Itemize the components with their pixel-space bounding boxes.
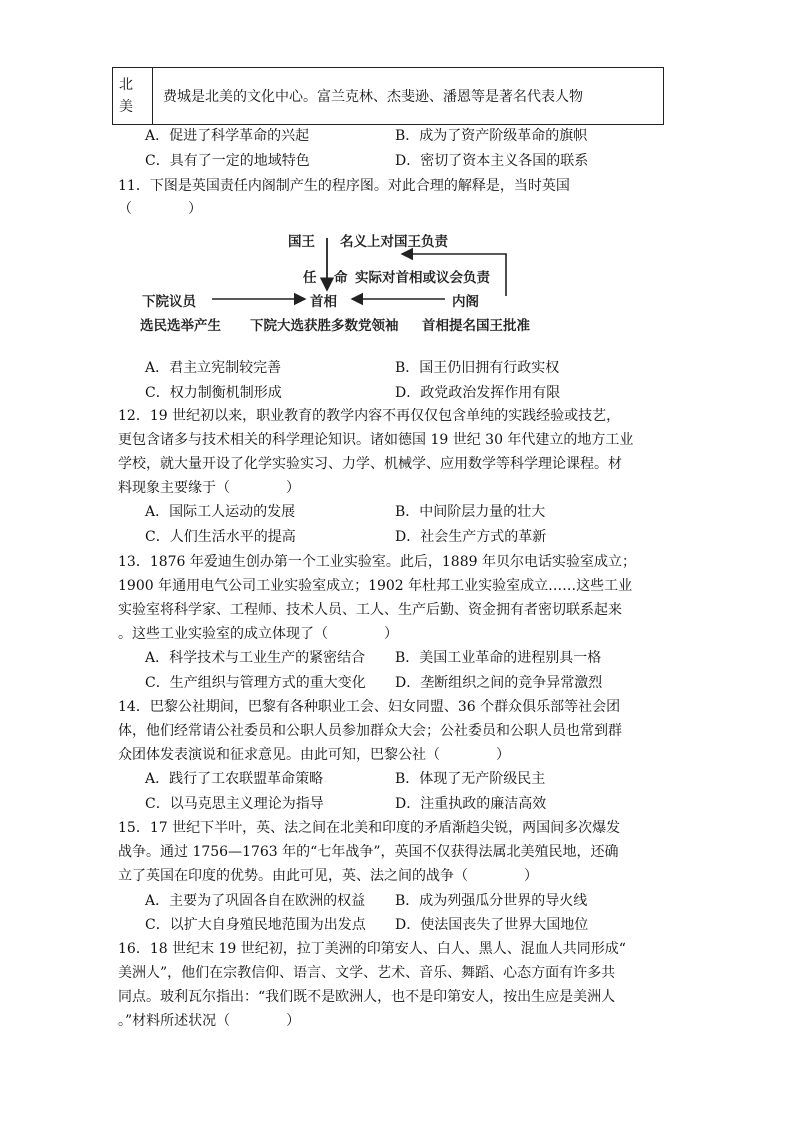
node-lower-house: 下院议员: [142, 294, 196, 310]
label-nominal: 名义上对国王负责: [340, 234, 448, 250]
q10-option-c: C．具有了一定的地域特色: [145, 153, 310, 169]
q14-line-3: 众团体发表演说和征求意见。由此可知，巴黎公社（ ）: [118, 747, 510, 763]
q10-option-b: B．成为了资产阶级革命的旗帜: [395, 128, 588, 144]
q12-option-d: D．社会生产方式的革新: [395, 529, 547, 545]
q14-option-a: A．践行了工农联盟革命策略: [145, 771, 324, 787]
node-pm: 首相: [310, 294, 337, 310]
q11-option-d: D．政党政治发挥作用有限: [395, 385, 561, 401]
q15-line-3: 立了英国在印度的优势。由此可见，英、法之间的战争（ ）: [118, 868, 538, 884]
q13-option-a: A．科学技术与工业生产的紧密结合: [145, 650, 366, 666]
node-king: 国王: [288, 234, 315, 250]
q12-option-b: B．中间阶层力量的壮大: [395, 504, 546, 520]
q16-line-4: 。”材料所述状况（ ）: [118, 1013, 301, 1029]
label-appoint-b: 命: [334, 270, 348, 286]
q10-option-a: A．促进了科学革命的兴起: [145, 128, 310, 144]
q14-option-d: D．注重执政的廉洁高效: [395, 796, 547, 812]
q16-line-3: 同点。玻利瓦尔指出：“我们既不是欧洲人，也不是印第安人，按出生应是美洲人: [118, 989, 616, 1005]
q11-option-b: B．国王仍旧拥有行政实权: [395, 360, 560, 376]
q12-line-3: 学校，就大量开设了化学实验实习、力学、机械学、应用数学等科学理论课程。材: [118, 456, 622, 472]
q13-line-3: 实验室将科学家、工程师、技术人员、工人、生产后勤、资金拥有者密切联系起来: [118, 602, 622, 618]
culture-table: [112, 67, 664, 125]
q12-line-1: 12．19 世纪初以来，职业教育的教学内容不再仅仅包含单纯的实践经验或技艺，: [118, 408, 621, 424]
q10-option-d: D．密切了资本主义各国的联系: [395, 153, 589, 169]
node-cabinet: 内阁: [452, 294, 479, 310]
table-content-cell: [153, 68, 663, 124]
q14-option-b: B．体现了无产阶级民主: [395, 771, 546, 787]
q14-option-c: C．以马克思主义理论为指导: [145, 796, 324, 812]
q12-option-a: A．国际工人运动的发展: [145, 504, 296, 520]
q13-option-c: C．生产组织与管理方式的重大变化: [145, 675, 366, 691]
q12-line-2: 更包含诸多与技术相关的科学理论知识。诸如德国 19 世纪 30 年代建立的地方工业: [118, 432, 634, 448]
q15-line-1: 15．17 世纪下半叶，英、法之间在北美和印度的矛盾渐趋尖锐，两国间多次爆发: [118, 820, 621, 836]
q11-stem-line-1: 11．下图是英国责任内阁制产生的程序图。对此合理的解释是，当时英国: [118, 178, 570, 194]
q15-option-c: C．以扩大自身殖民地范围为出发点: [145, 917, 366, 933]
table-region-cell: [113, 68, 153, 124]
label-nominate: 首相提名国王批准: [422, 318, 530, 334]
label-appoint-a: 任: [303, 270, 317, 286]
q13-line-2: 1900 年通用电气公司工业实验室成立；1902 年杜邦工业实验室成立……这些工业: [118, 578, 633, 594]
q11-stem-line-2: （ ）: [118, 201, 202, 217]
q11-option-c: C．权力制衡机制形成: [145, 385, 282, 401]
q15-option-b: B．成为列强瓜分世界的导火线: [395, 893, 588, 909]
q16-line-2: 美洲人”，他们在宗教信仰、语言、文学、艺术、音乐、舞蹈、心态方面有许多共: [118, 965, 616, 981]
region-char-2: 美: [119, 99, 133, 115]
q14-line-2: 体，他们经常请公社委员和公职人员参加群众大会；公社委员和公职人员也常到群: [118, 723, 622, 739]
table-content: 费城是北美的文化中心。富兰克林、杰斐逊、潘恩等是著名代表人物: [163, 89, 583, 105]
q14-line-1: 14．巴黎公社期间，巴黎有各种职业工会、妇女同盟、36 个群众俱乐部等社会团: [118, 699, 621, 715]
q16-line-1: 16．18 世纪末 19 世纪初，拉丁美洲的印第安人、白人、黑人、混血人共同形成“: [118, 941, 626, 957]
label-elect: 选民选举产生: [140, 318, 221, 334]
q15-line-2: 战争。通过 1756—1763 年的“七年战争”，英国不仅获得法属北美殖民地，还确: [118, 844, 619, 860]
q15-option-a: A．主要为了巩固各自在欧洲的权益: [145, 893, 366, 909]
q12-line-4: 料现象主要缘于（ ）: [118, 480, 300, 496]
region-char-1: 北: [119, 77, 133, 93]
q13-option-b: B．美国工业革命的进程别具一格: [395, 650, 602, 666]
q13-line-4: 。这些工业实验室的成立体现了（ ）: [118, 626, 398, 642]
q11-option-a: A．君主立宪制较完善: [145, 360, 282, 376]
label-actual: 实际对首相或议会负责: [355, 270, 490, 286]
q13-option-d: D．垄断组织之间的竞争异常激烈: [395, 675, 603, 691]
q15-option-d: D．使法国丧失了世界大国地位: [395, 917, 589, 933]
cabinet-process-diagram: [140, 228, 560, 338]
q13-line-1: 13．1876 年爱迪生创办第一个工业实验室。此后，1889 年贝尔电话实验室成立；: [118, 554, 636, 570]
q12-option-c: C．人们生活水平的提高: [145, 529, 296, 545]
label-leader: 下院大选获胜多数党领袖: [250, 318, 399, 334]
